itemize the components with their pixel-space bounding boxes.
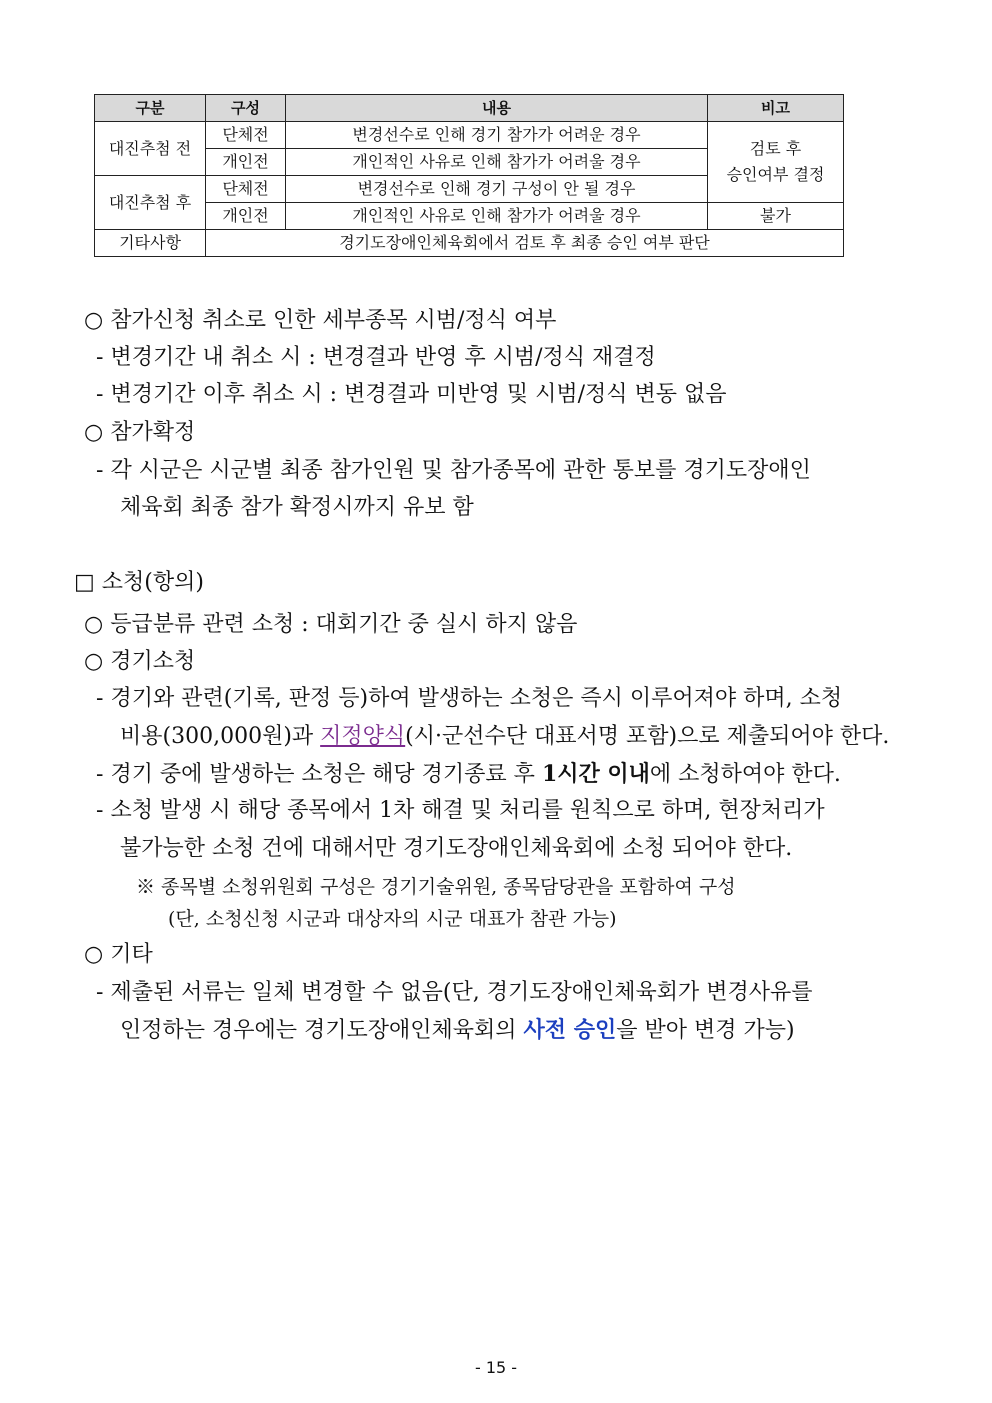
cancel-item [96,380,727,410]
substitution-table [94,94,844,257]
game-appeal-item [96,796,825,826]
table-row [95,230,844,257]
circle-bullet-icon: ○ [84,612,104,637]
table-header-row [95,95,844,122]
game-appeal-heading-text: 경기소청 [110,649,196,674]
remark-line: 승인여부 결정 [726,165,825,184]
confirm-heading [84,418,195,448]
game-appeal-item [96,759,841,790]
game-appeal-heading [84,647,195,677]
circle-bullet-icon: ○ [84,649,104,674]
group-cell: 대진추첨 후 [95,176,206,230]
game-appeal-item-text: 소청 발생 시 해당 종목에서 1차 해결 및 처리를 원칙으로 하며, 현장처리가 [110,798,825,823]
other-heading [84,940,153,970]
square-bullet-icon: □ [74,570,95,595]
committee-note: ※ 종목별 소청위원회 구성은 경기기술위원, 종목담당관을 포함하여 구성 [136,876,736,898]
remark-cell: 불가 [708,203,844,230]
game-appeal-item [96,684,842,714]
classification-heading-text: 등급분류 관련 소청 : 대회기간 중 실시 하지 않음 [110,612,578,637]
confirm-item [96,456,811,486]
group-cell: 대진추첨 전 [95,122,206,176]
dash-icon: - [96,345,104,370]
other-item-text: 제출된 서류는 일체 변경할 수 없음(단, 경기도장애인체육회가 변경사유를 [110,980,813,1005]
page-number: - 15 - [474,1358,518,1377]
game-appeal-item-text: 경기와 관련(기록, 판정 등)하여 발생하는 소청은 즉시 이루어져야 하며, 소청 [110,686,843,711]
remark-line: 검토 후 [749,139,802,158]
remark-cell [708,122,844,203]
deadline-emphasis: 1시간 이내 [541,761,650,787]
text-span: (시·군선수단 대표서명 포함)으로 제출되어야 한다. [405,724,890,749]
appeal-section-title [74,568,204,598]
dash-icon: - [96,382,104,407]
header-type: 구성 [206,95,286,122]
etc-label-cell: 기타사항 [95,230,206,257]
circle-bullet-icon: ○ [84,942,104,967]
dash-icon: - [96,458,104,483]
cancel-item-text: 변경기간 내 취소 시 : 변경결과 반영 후 시범/정식 재결정 [110,345,656,370]
classification-heading [84,610,577,640]
header-category: 구분 [95,95,206,122]
form-link[interactable]: 지정양식 [320,724,406,749]
dash-icon: - [96,686,104,711]
text-span: 에 소청하여야 한다. [649,762,841,787]
game-appeal-item-continued: 불가능한 소청 건에 대해서만 경기도장애인체육회에 소청 되어야 한다. [120,836,793,861]
circle-bullet-icon: ○ [84,308,104,333]
content-cell: 개인적인 사유로 인해 참가가 어려울 경우 [286,203,708,230]
table-row [95,203,844,230]
appeal-title-text: 소청(항의) [101,570,204,595]
type-cell: 개인전 [206,203,286,230]
etc-content-cell: 경기도장애인체육회에서 검토 후 최종 승인 여부 판단 [206,230,844,257]
dash-icon: - [96,798,104,823]
circle-bullet-icon: ○ [84,420,104,445]
game-appeal-item-continued [120,722,889,752]
table-row [95,122,844,149]
other-item-continued [120,1015,795,1046]
cancel-item [96,343,656,373]
type-cell: 단체전 [206,176,286,203]
header-remark: 비고 [708,95,844,122]
cancel-heading [84,306,556,336]
confirm-item-text: 각 시군은 시군별 최종 참가인원 및 참가종목에 관한 통보를 경기도장애인 [110,458,811,483]
prior-approval-emphasis: 사전 승인 [523,1017,617,1043]
confirm-item-continued: 체육회 최종 참가 확정시까지 유보 함 [120,495,474,520]
cancel-heading-text: 참가신청 취소로 인한 세부종목 시범/정식 여부 [110,308,557,333]
cancel-item-text: 변경기간 이후 취소 시 : 변경결과 미반영 및 시범/정식 변동 없음 [110,382,727,407]
type-cell: 개인전 [206,149,286,176]
text-span: 경기 중에 발생하는 소청은 해당 경기종료 후 [110,762,542,787]
content-cell: 변경선수로 인해 경기 참가가 어려운 경우 [286,122,708,149]
type-cell: 단체전 [206,122,286,149]
content-cell: 개인적인 사유로 인해 참가가 어려울 경우 [286,149,708,176]
other-heading-text: 기타 [110,942,153,967]
committee-note-continued: (단, 소청신청 시군과 대상자의 시군 대표가 참관 가능) [168,908,617,930]
text-span: 비용(300,000원)과 [120,724,321,749]
content-cell: 변경선수로 인해 경기 구성이 안 될 경우 [286,176,708,203]
other-item [96,978,813,1008]
dash-icon: - [96,980,104,1005]
dash-icon: - [96,762,104,787]
confirm-heading-text: 참가확정 [110,420,196,445]
text-span: 인정하는 경우에는 경기도장애인체육회의 [120,1018,524,1043]
text-span: 을 받아 변경 가능) [616,1018,795,1043]
header-content: 내용 [286,95,708,122]
